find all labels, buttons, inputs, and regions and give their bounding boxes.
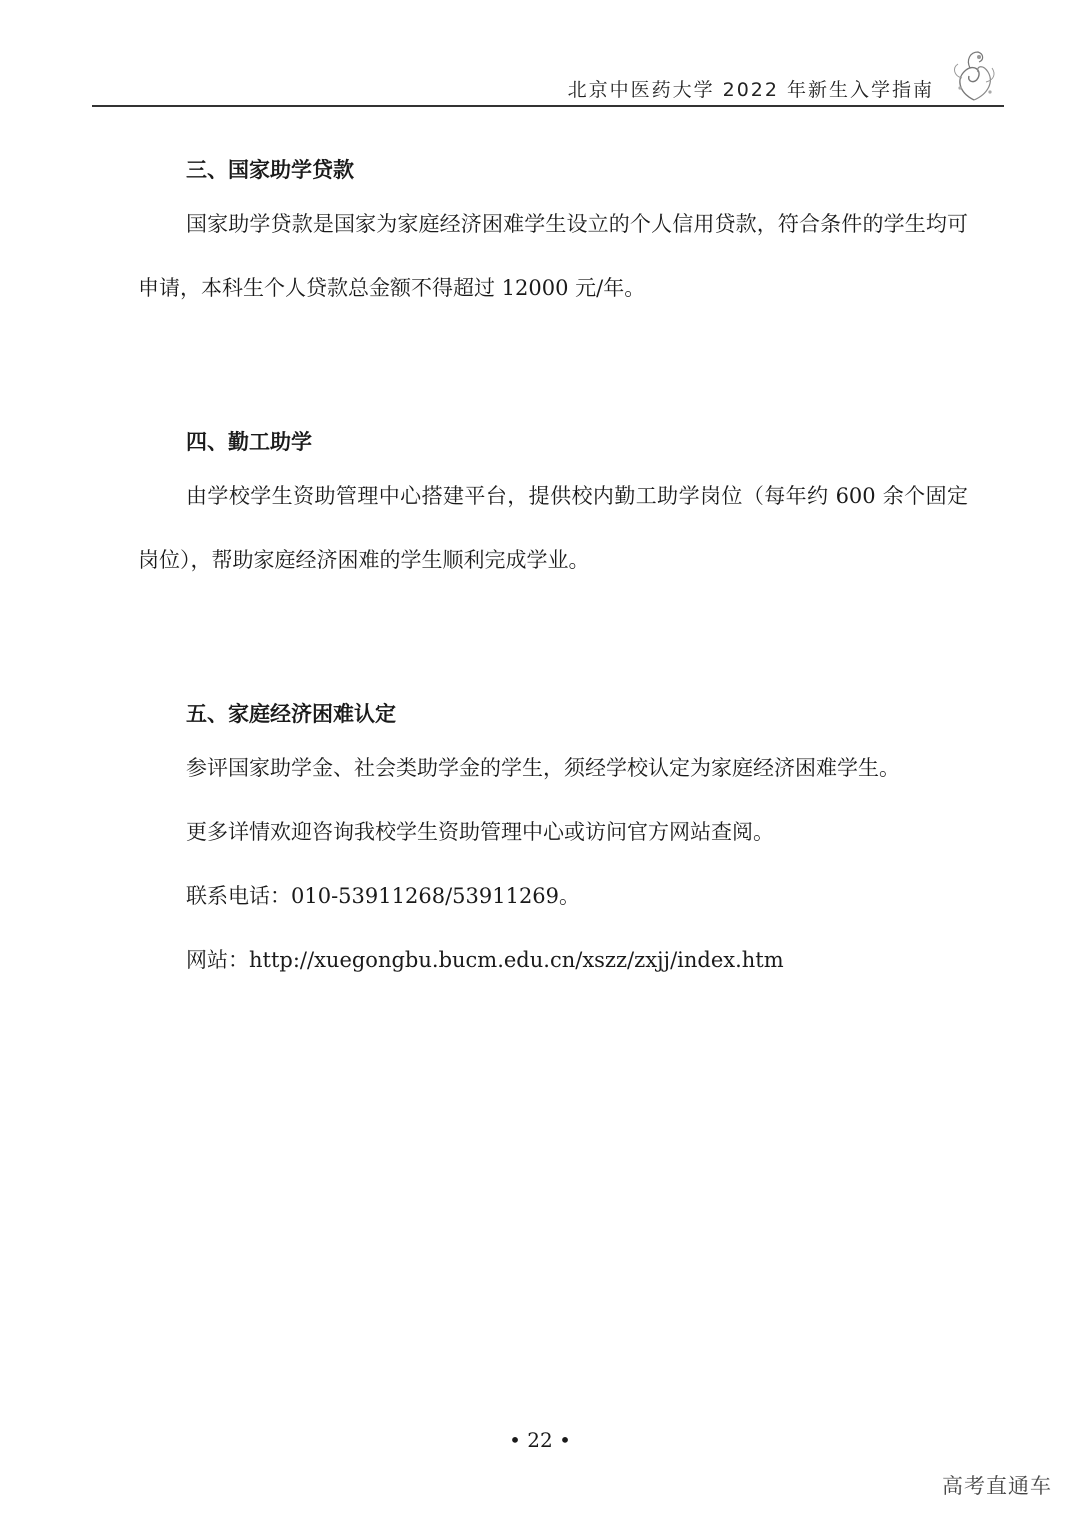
more-info-text: 更多详情欢迎咨询我校学生资助管理中心或访问官方网站查阅。 (186, 820, 774, 844)
page-content (138, 148, 968, 992)
section-heading: 四、勤工助学 (186, 430, 312, 454)
website-link[interactable]: 网站：http://xuegongbu.bucm.edu.cn/xszz/zxjj/index.htm (186, 948, 784, 972)
section-work-study (138, 420, 968, 592)
floral-ornament-icon (948, 48, 1000, 104)
contact-phone: 联系电话：010-53911268/53911269。 (186, 884, 581, 908)
section-paragraph: 由学校学生资助管理中心搭建平台，提供校内勤工助学岗位（每年约 600 余个固定岗位），帮助家庭经济困难的学生顺利完成学业。 (138, 484, 968, 572)
section-hardship-certification (138, 692, 968, 992)
section-heading: 五、家庭经济困难认定 (186, 702, 396, 726)
header-title: 北京中医药大学 2022 年新生入学指南 (567, 79, 934, 101)
header-divider (92, 105, 1004, 107)
section-paragraph: 国家助学贷款是国家为家庭经济困难学生设立的个人信用贷款，符合条件的学生均可申请，本科生个人贷款总金额不得超过 12000 元/年。 (138, 212, 968, 300)
page-header (92, 48, 1004, 108)
eligibility-text: 参评国家助学金、社会类助学金的学生，须经学校认定为家庭经济困难学生。 (186, 756, 900, 780)
page-number: • 22 • (509, 1428, 571, 1452)
section-student-loan (138, 148, 968, 320)
watermark: 高考直通车 (942, 1474, 1052, 1498)
section-heading: 三、国家助学贷款 (186, 158, 354, 182)
